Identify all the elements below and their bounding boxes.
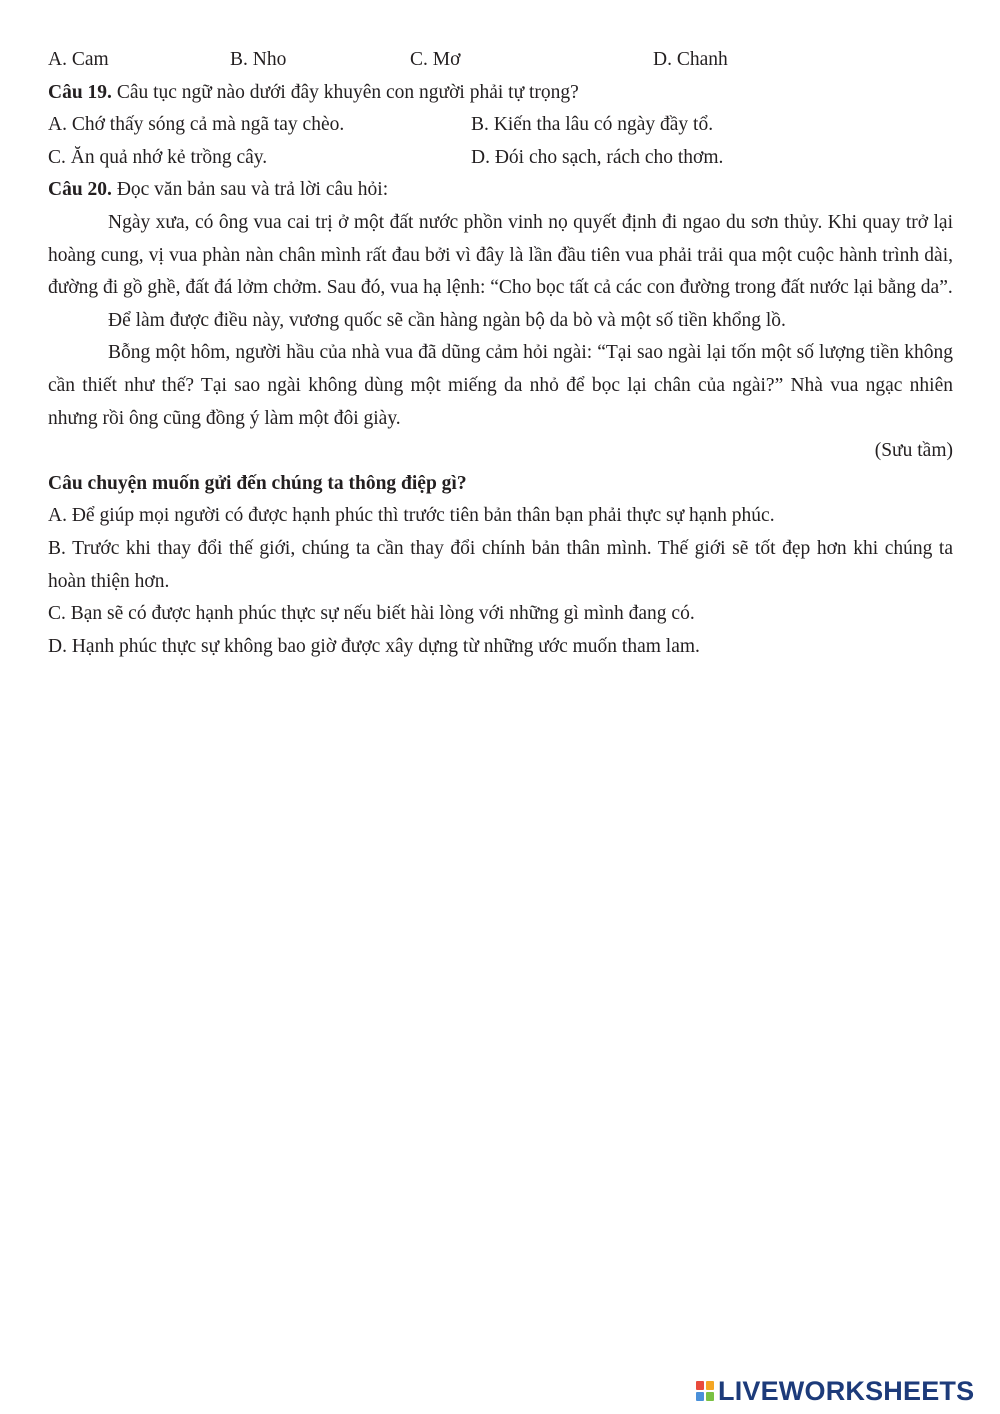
question-20-label: Câu 20. xyxy=(48,179,112,201)
worksheet-page xyxy=(48,44,953,663)
question-20-text: Đọc văn bản sau và trả lời câu hỏi: xyxy=(111,179,389,201)
question-20 xyxy=(48,174,953,207)
question-19-text: Câu tục ngữ nào dưới đây khuyên con người phải tự trọng? xyxy=(111,81,579,103)
option-b[interactable]: B. Nho xyxy=(230,49,287,70)
option-a[interactable]: A. Cam xyxy=(48,49,109,70)
option-c[interactable]: C. Mơ xyxy=(410,49,461,70)
option-d[interactable]: D. Chanh xyxy=(653,49,728,70)
logo-square-icon xyxy=(706,1381,714,1390)
option-b[interactable]: B. Trước khi thay đổi thế giới, chúng ta cần thay đổi chính bản thân mình. Thế giới sẽ tốt đẹp hơn khi chúng ta hoàn thiện hơn. xyxy=(48,537,953,592)
question-19 xyxy=(48,77,953,110)
logo-square-icon xyxy=(696,1392,704,1401)
option-a[interactable]: A. Chớ thấy sóng cả mà ngã tay chèo. xyxy=(48,114,345,136)
passage-paragraph-2: Để làm được điều này, vương quốc sẽ cần hàng ngàn bộ da bò và một số tiền khổng lồ. xyxy=(108,309,786,331)
question-19-label: Câu 19. xyxy=(48,81,112,103)
option-c[interactable]: C. Ăn quả nhớ kẻ trồng cây. xyxy=(48,146,268,168)
logo-grid-icon xyxy=(695,1380,715,1402)
logo-text: LIVEWORKSHEETS xyxy=(718,1376,975,1406)
question-18-options xyxy=(48,44,953,77)
liveworksheets-logo xyxy=(695,1376,974,1406)
passage-paragraph-3: Bỗng một hôm, người hầu của nhà vua đã dũng cảm hỏi ngài: “Tại sao ngài lại tốn một số lượng tiền không cần thiết như thế? Tại sao ngài không dùng một miếng da nhỏ để bọc lại chân của ngài?” Nhà vua ngạc nhiên nhưng rồi ông cũng đồng ý làm một đôi giày. xyxy=(48,342,953,429)
logo-square-icon xyxy=(706,1392,714,1401)
option-a[interactable]: A. Để giúp mọi người có được hạnh phúc thì trước tiên bản thân bạn phải thực sự hạnh phúc. xyxy=(48,505,775,527)
option-d[interactable]: D. Hạnh phúc thực sự không bao giờ được xây dựng từ những ước muốn tham lam. xyxy=(48,635,700,657)
option-c[interactable]: C. Bạn sẽ có được hạnh phúc thực sự nếu biết hài lòng với những gì mình đang có. xyxy=(48,603,695,625)
question-19-options-row-1 xyxy=(48,109,953,142)
logo-square-icon xyxy=(696,1381,704,1390)
passage-paragraph-1: Ngày xưa, có ông vua cai trị ở một đất nước phồn vinh nọ quyết định đi ngao du sơn thủy. Khi quay trở lại hoàng cung, vị vua phàn nàn chân mình rất đau bởi vì đây là lần đầu tiên vua phải trải qua một cuộc hành trình dài, đường đi gồ ghề, đất đá lởm chởm. Sau đó, vua hạ lệnh: “Cho bọc tất cả các con đường trong đất nước lại bằng da”. xyxy=(48,211,953,299)
option-b[interactable]: B. Kiến tha lâu có ngày đầy tổ. xyxy=(471,114,714,136)
passage-source: (Sưu tầm) xyxy=(874,440,953,462)
option-d[interactable]: D. Đói cho sạch, rách cho thơm. xyxy=(471,146,724,168)
question-20-prompt: Câu chuyện muốn gửi đến chúng ta thông điệp gì? xyxy=(48,472,467,494)
question-19-options-row-2 xyxy=(48,142,953,175)
